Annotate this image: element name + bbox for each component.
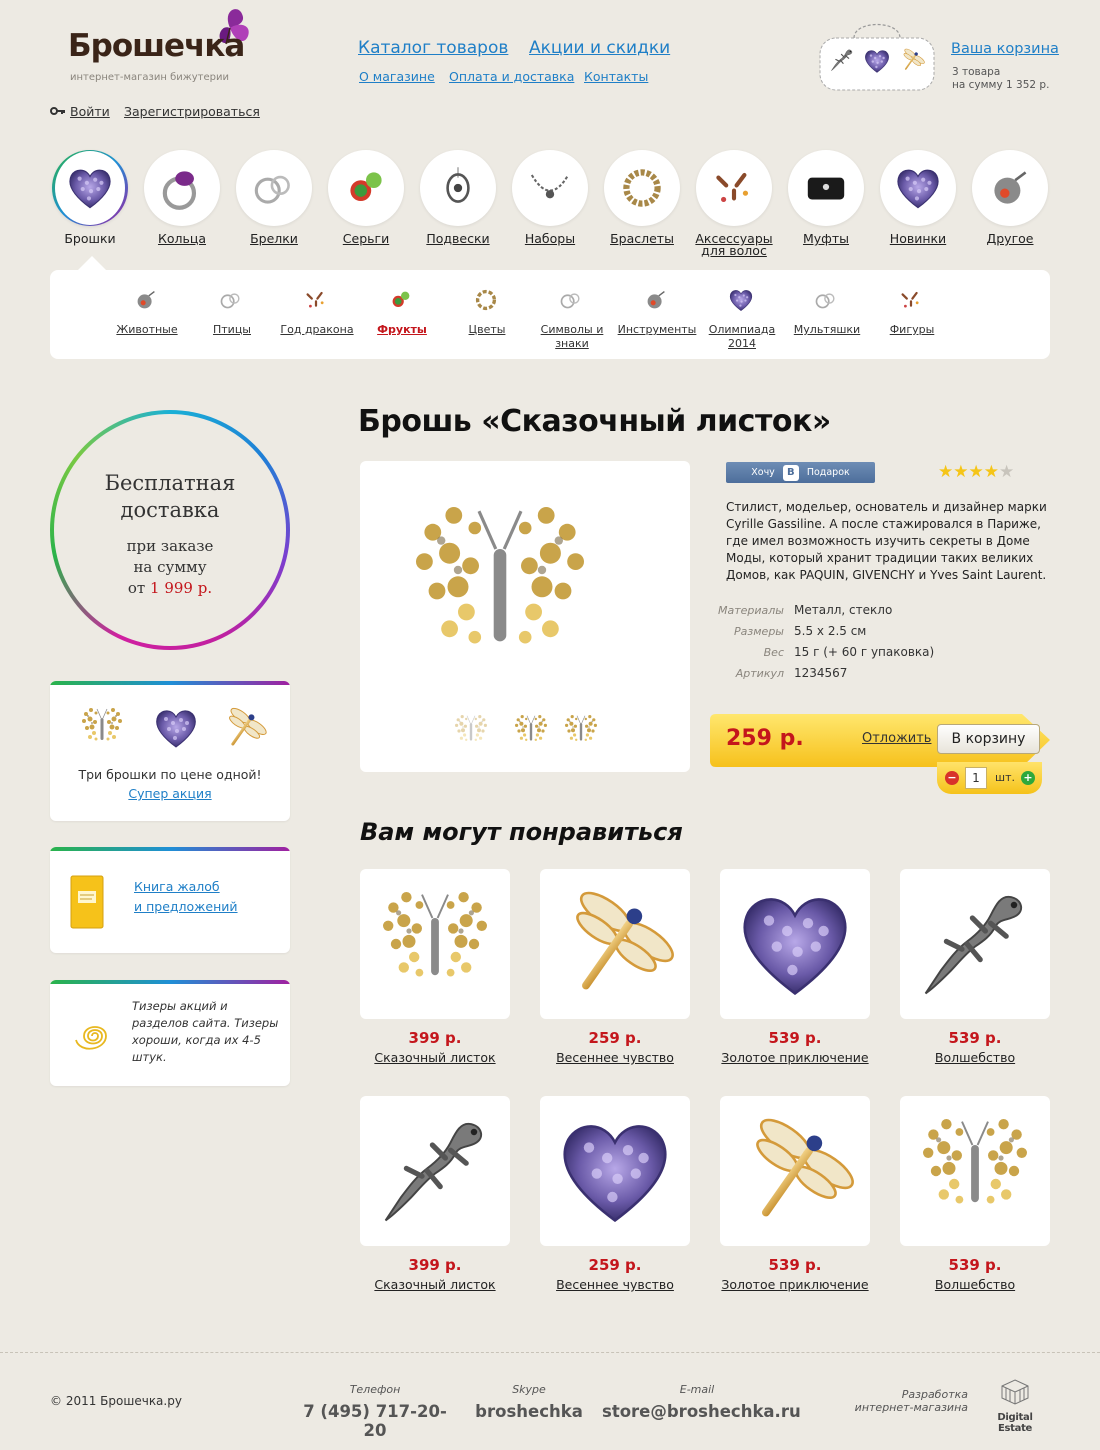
product-title: Брошь «Сказочный листок» [358, 404, 831, 439]
product-card-price: 539 р. [948, 1256, 1002, 1274]
complaints-book-link[interactable]: Книга жалоб и предложений [134, 879, 238, 914]
product-card[interactable] [900, 1096, 1050, 1292]
heart-brooch-icon [727, 286, 757, 314]
product-card-image[interactable] [900, 1096, 1050, 1246]
login-link[interactable]: Войти [70, 104, 110, 119]
category-circle[interactable] [696, 150, 772, 226]
star-icon[interactable]: ★ [999, 462, 1015, 482]
subcategory-label[interactable]: Мультяшки [793, 323, 861, 336]
quantity-input[interactable]: 1 [965, 767, 987, 789]
spec-value: 1234567 [794, 666, 848, 680]
heart-brooch-icon [151, 703, 201, 753]
product-card-name[interactable]: Весеннее чувство [556, 1277, 674, 1292]
copyright: © 2011 Брошечка.ру [50, 1394, 182, 1408]
category-circle[interactable] [604, 150, 680, 226]
category-label[interactable]: Наборы [524, 231, 576, 246]
free-delivery-sum: 1 999 р. [150, 579, 213, 597]
logo-tagline: интернет-магазин бижутерии [70, 72, 229, 83]
category-circle[interactable] [328, 150, 404, 226]
promo-link[interactable]: Супер акция [128, 786, 212, 801]
cart-summary [952, 66, 1062, 92]
category-circle[interactable] [972, 150, 1048, 226]
category-label[interactable]: Другое [986, 231, 1034, 246]
minus-icon[interactable]: − [945, 771, 959, 785]
category-label[interactable]: Новинки [889, 231, 947, 246]
promo-text: Три брошки по цене одной! [78, 767, 262, 782]
product-card-image[interactable] [540, 869, 690, 1019]
spec-value: 15 г (+ 60 г упаковка) [794, 645, 935, 659]
product-card-price: 259 р. [588, 1256, 642, 1274]
teaser-text: Тизеры акций и разделов сайта. Тизеры хороши, когда их 4-5 штук. [132, 999, 279, 1064]
cart-sum: на сумму 1 352 р. [952, 79, 1050, 91]
subcategory-label[interactable]: Год дракона [280, 323, 354, 336]
subcategory-1[interactable] [102, 286, 192, 337]
category-label[interactable]: Кольца [157, 231, 207, 246]
product-card[interactable] [360, 869, 510, 1065]
subcategory-10[interactable] [867, 286, 957, 337]
footer-divider [0, 1352, 1100, 1353]
other-icon [132, 286, 162, 314]
category-circle[interactable] [144, 150, 220, 226]
star-icon[interactable]: ★ [953, 462, 969, 482]
star-icon[interactable]: ★ [983, 462, 999, 482]
subcategory-label[interactable]: Животные [116, 323, 178, 336]
category-1[interactable] [50, 150, 130, 245]
product-card[interactable] [540, 869, 690, 1065]
product-card[interactable] [540, 1096, 690, 1292]
vk-gift-label: Подарок [806, 467, 850, 478]
spec-key: Материалы [718, 604, 784, 617]
cart-count: 3 товара [952, 66, 1001, 78]
keychain-icon [557, 286, 587, 314]
bracelet-icon [472, 286, 502, 314]
free-delivery-badge [50, 410, 290, 650]
quantity-stepper [937, 762, 1042, 794]
email-label: E-mail [679, 1383, 715, 1396]
vk-share-button[interactable] [726, 462, 875, 483]
ring-icon [156, 162, 208, 214]
category-label[interactable]: Подвески [426, 231, 490, 246]
email[interactable]: store@broshechka.ru [602, 1402, 801, 1421]
butterfly-brooch-icon [900, 1096, 1050, 1246]
teaser-box [50, 980, 290, 1086]
earrings-icon [340, 162, 392, 214]
product-card[interactable] [720, 869, 870, 1065]
hairpin-icon [708, 162, 760, 214]
category-2[interactable] [142, 150, 222, 245]
dragonfly-brooch-icon [219, 703, 269, 753]
product-card-name[interactable]: Сказочный листок [374, 1050, 496, 1065]
product-card-image[interactable] [540, 1096, 690, 1246]
subcategory-label[interactable]: Птицы [212, 323, 251, 336]
product-rating[interactable] [938, 462, 1014, 482]
product-thumb-3[interactable] [558, 711, 604, 751]
other-icon [984, 162, 1036, 214]
nav-payment-delivery[interactable]: Оплата и доставка [449, 69, 575, 84]
spec-row [700, 621, 934, 642]
logo[interactable]: Брошечка [68, 28, 245, 64]
heart-brooch-icon [720, 869, 870, 1019]
spec-value: 5.5 x 2.5 см [794, 624, 867, 638]
vk-want-label: Хочу [751, 467, 775, 478]
spec-key: Артикул [735, 667, 784, 680]
product-card-name[interactable]: Сказочный листок [374, 1277, 496, 1292]
spec-key: Размеры [734, 625, 784, 638]
product-price: 259 р. [726, 726, 804, 751]
heart-brooch-icon [64, 162, 116, 214]
product-card-image[interactable] [720, 869, 870, 1019]
lizard-brooch-icon [900, 869, 1050, 1019]
cart-link[interactable]: Ваша корзина [951, 41, 1059, 57]
product-card-price: 539 р. [768, 1029, 822, 1047]
register-link[interactable]: Зарегистрироваться [124, 104, 260, 119]
product-card-name[interactable]: Волшебство [934, 1277, 1016, 1292]
spec-key: Вес [763, 646, 784, 659]
category-7[interactable] [602, 150, 682, 245]
category-circle[interactable] [236, 150, 312, 226]
subcategory-label[interactable]: Фигуры [889, 323, 935, 336]
subcategory-7[interactable] [612, 286, 702, 337]
product-card-image[interactable] [360, 869, 510, 1019]
earrings-icon [387, 286, 417, 314]
product-card-name[interactable]: Волшебство [934, 1050, 1016, 1065]
category-label[interactable]: Серьги [342, 231, 390, 246]
related-title: Вам могут понравиться [360, 818, 683, 846]
defer-link[interactable]: Отложить [862, 731, 932, 746]
spec-row [700, 600, 934, 621]
free-delivery-condition: при заказе на сумму от 1 999 р. [126, 537, 214, 597]
category-6[interactable] [510, 150, 590, 245]
star-icon[interactable]: ★ [938, 462, 954, 482]
product-card-price: 399 р. [408, 1256, 462, 1274]
subcategory-label[interactable]: Цветы [468, 323, 506, 336]
bracelet-icon [616, 162, 668, 214]
phone-label: Телефон [349, 1383, 401, 1396]
muff-icon [800, 162, 852, 214]
product-card-price: 539 р. [768, 1256, 822, 1274]
add-to-cart-button[interactable]: В корзину [937, 724, 1040, 754]
category-circle[interactable] [880, 150, 956, 226]
product-description: Стилист, модельер, основатель и дизайнер марки Cyrille Gassiline. А после стажировался в Париже, где имел возможность изучить секреты в Доме Моды, который хранит традиции таких великих Домов, как PAQUIN, GIVENCHY и Yves Saint Laurent. [726, 500, 1047, 582]
subcategory-3[interactable] [272, 286, 362, 337]
category-circle[interactable] [788, 150, 864, 226]
subcategory-label[interactable]: Инструменты [617, 323, 697, 336]
product-card-image[interactable] [900, 869, 1050, 1019]
keychain-icon [217, 286, 247, 314]
product-card[interactable] [900, 869, 1050, 1065]
product-card-name[interactable]: Золотое приключение [721, 1277, 869, 1292]
product-card-price: 539 р. [948, 1029, 1002, 1047]
free-delivery-title: Бесплатная доставка [104, 471, 236, 522]
category-label[interactable]: Аксессуары для волос [695, 231, 773, 258]
category-label[interactable]: Браслеты [610, 231, 674, 246]
category-4[interactable] [326, 150, 406, 245]
product-card-name[interactable]: Золотое приключение [721, 1050, 869, 1065]
skype-label: Skype [512, 1383, 546, 1396]
subcategory-4[interactable] [357, 286, 447, 337]
butterfly-brooch-icon [71, 703, 133, 753]
quantity-unit: шт. [995, 771, 1015, 784]
other-icon [642, 286, 672, 314]
keychain-icon [812, 286, 842, 314]
product-thumb-1[interactable] [448, 711, 494, 751]
category-label[interactable]: Брошки [64, 231, 116, 246]
product-card[interactable] [360, 1096, 510, 1292]
category-3[interactable] [234, 150, 314, 245]
butterfly-brooch-icon [360, 869, 510, 1019]
product-thumb-2[interactable] [508, 711, 554, 751]
category-10[interactable] [878, 150, 958, 245]
product-card-name[interactable]: Весеннее чувство [556, 1050, 674, 1065]
cart-bag-icon[interactable] [818, 16, 936, 92]
skype: broshechka [475, 1402, 583, 1421]
category-9[interactable] [786, 150, 866, 245]
hairpin-icon [302, 286, 332, 314]
subcategory-5[interactable] [442, 286, 532, 337]
product-card-image[interactable] [720, 1096, 870, 1246]
developer-credit: Разработка интернет-магазина [854, 1388, 968, 1414]
product-card[interactable] [720, 1096, 870, 1292]
keychain-icon [248, 162, 300, 214]
product-card-price: 399 р. [408, 1029, 462, 1047]
phone: 7 (495) 717-20-20 [303, 1402, 447, 1440]
subcategory-label[interactable]: Олимпиада 2014 [708, 323, 776, 350]
category-circle[interactable] [420, 150, 496, 226]
pendant-icon [432, 162, 484, 214]
subcategory-8[interactable] [697, 286, 787, 351]
hairpin-icon [897, 286, 927, 314]
dragonfly-brooch-icon [720, 1096, 870, 1246]
category-circle[interactable] [52, 150, 128, 226]
nav-sales[interactable]: Акции и скидки [529, 38, 671, 58]
category-label[interactable]: Муфты [802, 231, 850, 246]
subcategory-9[interactable] [782, 286, 872, 337]
digital-estate-name: Digital Estate [997, 1412, 1033, 1434]
new-heart-icon [892, 162, 944, 214]
digital-estate-logo[interactable] [980, 1378, 1050, 1434]
key-icon [50, 106, 66, 116]
vk-logo-icon: В [783, 465, 799, 481]
book-icon [70, 875, 104, 929]
product-specs [700, 600, 934, 684]
subpanel-pointer [78, 256, 106, 270]
plus-icon[interactable]: + [1021, 771, 1035, 785]
spec-value: Металл, стекло [794, 603, 893, 617]
spec-row [700, 642, 934, 663]
category-8[interactable] [694, 150, 774, 257]
category-5[interactable] [418, 150, 498, 245]
product-image [360, 461, 690, 772]
subcategory-2[interactable] [187, 286, 277, 337]
subcategory-6[interactable] [527, 286, 617, 351]
category-11[interactable] [970, 150, 1050, 245]
butterfly-brooch-icon[interactable] [380, 486, 620, 696]
spec-row [700, 663, 934, 684]
spiral-icon [70, 1010, 110, 1060]
category-label[interactable]: Брелки [250, 231, 298, 246]
cube-logo-icon [1000, 1378, 1030, 1406]
nav-contacts[interactable]: Контакты [584, 69, 649, 84]
heart-brooch-icon [540, 1096, 690, 1246]
subcategory-label[interactable]: Фрукты [377, 323, 427, 336]
promo-teaser [50, 681, 290, 821]
lizard-brooch-icon [360, 1096, 510, 1246]
subcategory-label[interactable]: Символы и знаки [540, 323, 604, 350]
product-card-price: 259 р. [588, 1029, 642, 1047]
product-card-image[interactable] [360, 1096, 510, 1246]
complaints-teaser [50, 847, 290, 953]
star-icon[interactable]: ★ [968, 462, 984, 482]
dragonfly-brooch-icon [540, 869, 690, 1019]
nav-about[interactable]: О магазине [359, 69, 435, 84]
necklace-icon [524, 162, 576, 214]
category-circle[interactable] [512, 150, 588, 226]
nav-catalog[interactable]: Каталог товаров [358, 38, 509, 58]
